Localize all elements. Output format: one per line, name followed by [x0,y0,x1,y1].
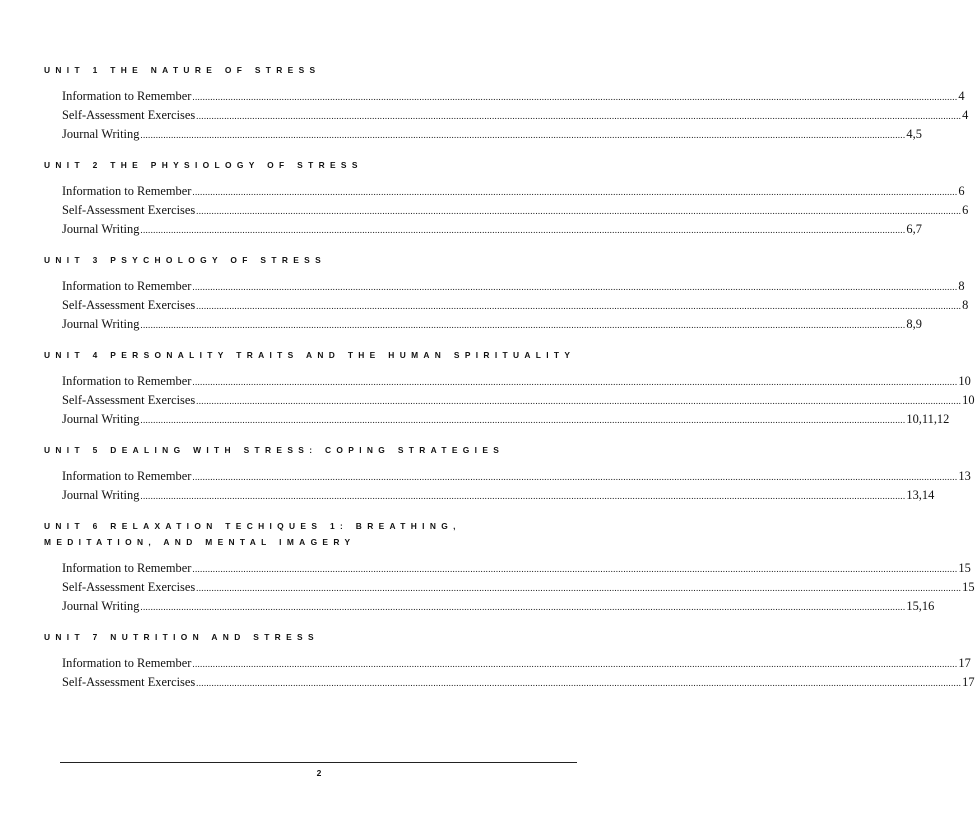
entry-page: 15 [958,561,971,575]
entry-list [62,559,975,616]
unit-heading: UNIT 3 PSYCHOLOGY OF STRESS [44,255,327,265]
entry-label: Information to Remember [62,374,192,388]
page-number: 2 [316,768,322,778]
entry-page: 8,9 [906,317,922,331]
entry-page: 10 [958,374,971,388]
unit-heading: UNIT 7 NUTRITION AND STRESS [44,632,319,642]
entry-page: 6 [958,184,965,198]
toc-entry [62,559,971,578]
entry-page: 8 [962,298,969,312]
entry-page: 13,14 [906,488,935,502]
entry-list [62,182,969,239]
toc-section-unit-6 [44,518,975,616]
entry-page: 15 [962,580,975,594]
dot-leader: ............................................................................................................................................................................................................................................................................................................ [140,130,906,140]
entry-page: 8 [958,279,965,293]
entry-page: 10 [962,393,975,407]
entry-label: Information to Remember [62,89,192,103]
toc-section-unit-4 [44,347,975,429]
entry-label: Information to Remember [62,469,192,483]
toc-entry [62,315,922,334]
dot-leader: ............................................................................................................................................................................................................................................................................................................ [192,564,958,574]
toc-entry [62,277,965,296]
entry-page: 15,16 [906,599,935,613]
entry-list [62,372,975,429]
unit-heading: UNIT 1 THE NATURE OF STRESS [44,65,321,75]
entry-page: 13 [958,469,971,483]
toc-entry [62,296,969,315]
toc-entry [62,182,965,201]
dot-leader: ............................................................................................................................................................................................................................................................................................................ [196,396,962,406]
entry-label: Journal Writing [62,599,140,613]
toc-entry [62,654,971,673]
entry-label: Self-Assessment Exercises [62,393,196,407]
unit-heading: UNIT 2 THE PHYSIOLOGY OF STRESS [44,160,363,170]
entry-label: Self-Assessment Exercises [62,580,196,594]
entry-label: Self-Assessment Exercises [62,675,196,689]
toc-entry [62,87,965,106]
entry-page: 17 [958,656,971,670]
entry-label: Information to Remember [62,561,192,575]
toc-section-unit-2 [44,157,969,239]
toc-entry [62,106,969,125]
dot-leader: ............................................................................................................................................................................................................................................................................................................ [192,187,958,197]
entry-label: Journal Writing [62,412,140,426]
toc-entry [62,467,971,486]
entry-list [62,467,971,505]
toc-entry [62,125,922,144]
toc-entry [62,220,922,239]
unit-heading: UNIT 5 DEALING WITH STRESS: COPING STRATEGIES [44,445,505,455]
entry-label: Information to Remember [62,184,192,198]
entry-label: Self-Assessment Exercises [62,108,196,122]
dot-leader: ............................................................................................................................................................................................................................................................................................................ [140,415,906,425]
dot-leader: ............................................................................................................................................................................................................................................................................................................ [196,111,962,121]
toc-entry [62,391,975,410]
entry-page: 17 [962,675,975,689]
toc-entry [62,486,935,505]
entry-label: Information to Remember [62,656,192,670]
entry-page: 6 [962,203,969,217]
entry-label: Journal Writing [62,222,140,236]
toc-entry [62,673,975,692]
dot-leader: ............................................................................................................................................................................................................................................................................................................ [140,491,906,501]
table-of-contents [44,62,975,705]
toc-section-unit-3 [44,252,969,334]
toc-section-unit-5 [44,442,971,505]
entry-label: Journal Writing [62,127,140,141]
toc-section-unit-1 [44,62,969,144]
entry-list [62,87,969,144]
dot-leader: ............................................................................................................................................................................................................................................................................................................ [140,225,906,235]
entry-page: 4,5 [906,127,922,141]
entry-label: Information to Remember [62,279,192,293]
toc-entry [62,201,969,220]
entry-label: Journal Writing [62,488,140,502]
toc-section-unit-7 [44,629,975,692]
toc-entry [62,578,975,597]
entry-page: 6,7 [906,222,922,236]
dot-leader: ............................................................................................................................................................................................................................................................................................................ [196,206,962,216]
entry-list [62,654,975,692]
dot-leader: ............................................................................................................................................................................................................................................................................................................ [192,377,958,387]
dot-leader: ............................................................................................................................................................................................................................................................................................................ [192,92,958,102]
unit-heading: UNIT 4 PERSONALITY TRAITS AND THE HUMAN SPIRITUALITY [44,350,576,360]
entry-label: Self-Assessment Exercises [62,203,196,217]
dot-leader: ............................................................................................................................................................................................................................................................................................................ [196,678,962,688]
entry-label: Self-Assessment Exercises [62,298,196,312]
entry-list [62,277,969,334]
toc-entry [62,372,971,391]
unit-heading: UNIT 6 RELAXATION TECHIQUES 1: BREATHING, MEDITATION, AND MENTAL IMAGERY [44,521,461,547]
entry-page: 4 [958,89,965,103]
toc-entry [62,410,950,429]
toc-entry [62,597,935,616]
dot-leader: ............................................................................................................................................................................................................................................................................................................ [192,659,958,669]
dot-leader: ............................................................................................................................................................................................................................................................................................................ [196,583,962,593]
dot-leader: ............................................................................................................................................................................................................................................................................................................ [196,301,962,311]
footer-divider [60,762,577,763]
dot-leader: ............................................................................................................................................................................................................................................................................................................ [192,282,958,292]
entry-page: 4 [962,108,969,122]
dot-leader: ............................................................................................................................................................................................................................................................................................................ [140,602,906,612]
entry-page: 10,11,12 [906,412,950,426]
dot-leader: ............................................................................................................................................................................................................................................................................................................ [192,472,958,482]
entry-label: Journal Writing [62,317,140,331]
dot-leader: ............................................................................................................................................................................................................................................................................................................ [140,320,906,330]
